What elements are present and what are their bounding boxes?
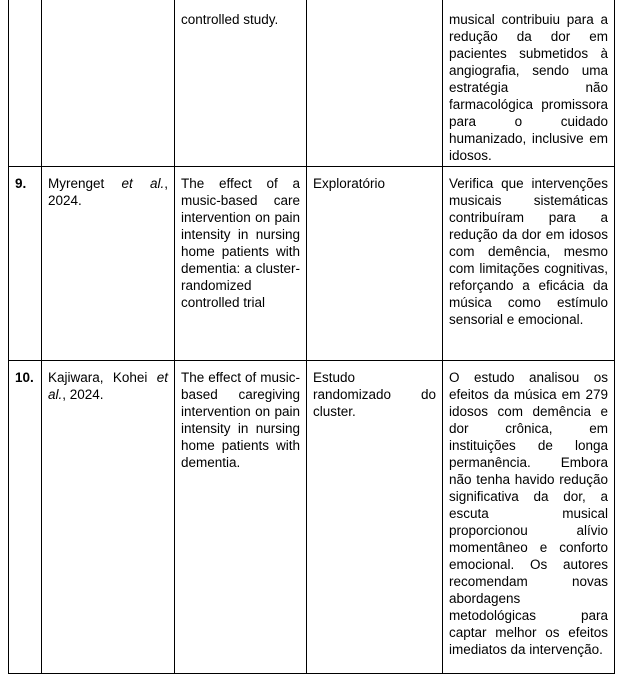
author-name: Myrenget <box>48 176 122 191</box>
table-row <box>9 361 615 674</box>
literature-table <box>8 0 615 674</box>
author-cell <box>42 0 175 167</box>
study-type-cell: Exploratório <box>307 167 443 361</box>
title-cell: controlled study. <box>175 0 307 167</box>
author-cell <box>42 361 175 674</box>
author-cell <box>42 167 175 361</box>
result-cell: Verifica que intervenções musicais sistemáticas contribuíram para a redução da dor em idosos com demência, mesmo com limitações cognitivas, reforçando a eficácia da música como estímulo sensorial e emocional. <box>443 167 615 361</box>
result-cell: O estudo analisou os efeitos da música em 279 idosos com demência e dor crônica, em instituições de longa permanência. Embora não tenha havido redução significativa da dor, a escuta musical proporcionou alívio momentâneo e conforto emocional. Os autores recomendam novas abordagens metodológicas para captar melhor os efeitos imediatos da intervenção. <box>443 361 615 674</box>
study-type-cell <box>307 0 443 167</box>
title-cell: The effect of music-based caregiving intervention on pain intensity in nursing home patients with dementia. <box>175 361 307 674</box>
study-type-cell: Estudo randomizado do cluster. <box>307 361 443 674</box>
study-number-cell: 9. <box>9 167 42 361</box>
author-etal: et al. <box>48 370 168 402</box>
author-year: , 2024. <box>62 387 104 402</box>
table-row <box>9 167 615 361</box>
title-cell: The effect of a music-based care intervention on pain intensity in nursing home patients with dementia: a cluster-randomized controlled trial <box>175 167 307 361</box>
table-row <box>9 0 615 167</box>
study-number-cell: 10. <box>9 361 42 674</box>
result-cell: musical contribuiu para a redução da dor em pacientes submetidos à angiografia, sendo uma estratégia não farmacológica promissora para o cuidado humanizado, inclusive em idosos. <box>443 0 615 167</box>
author-name: Kajiwara, Kohei <box>48 370 157 385</box>
study-number-cell <box>9 0 42 167</box>
author-year: , 2024. <box>48 176 168 208</box>
author-etal: et al. <box>121 176 165 191</box>
